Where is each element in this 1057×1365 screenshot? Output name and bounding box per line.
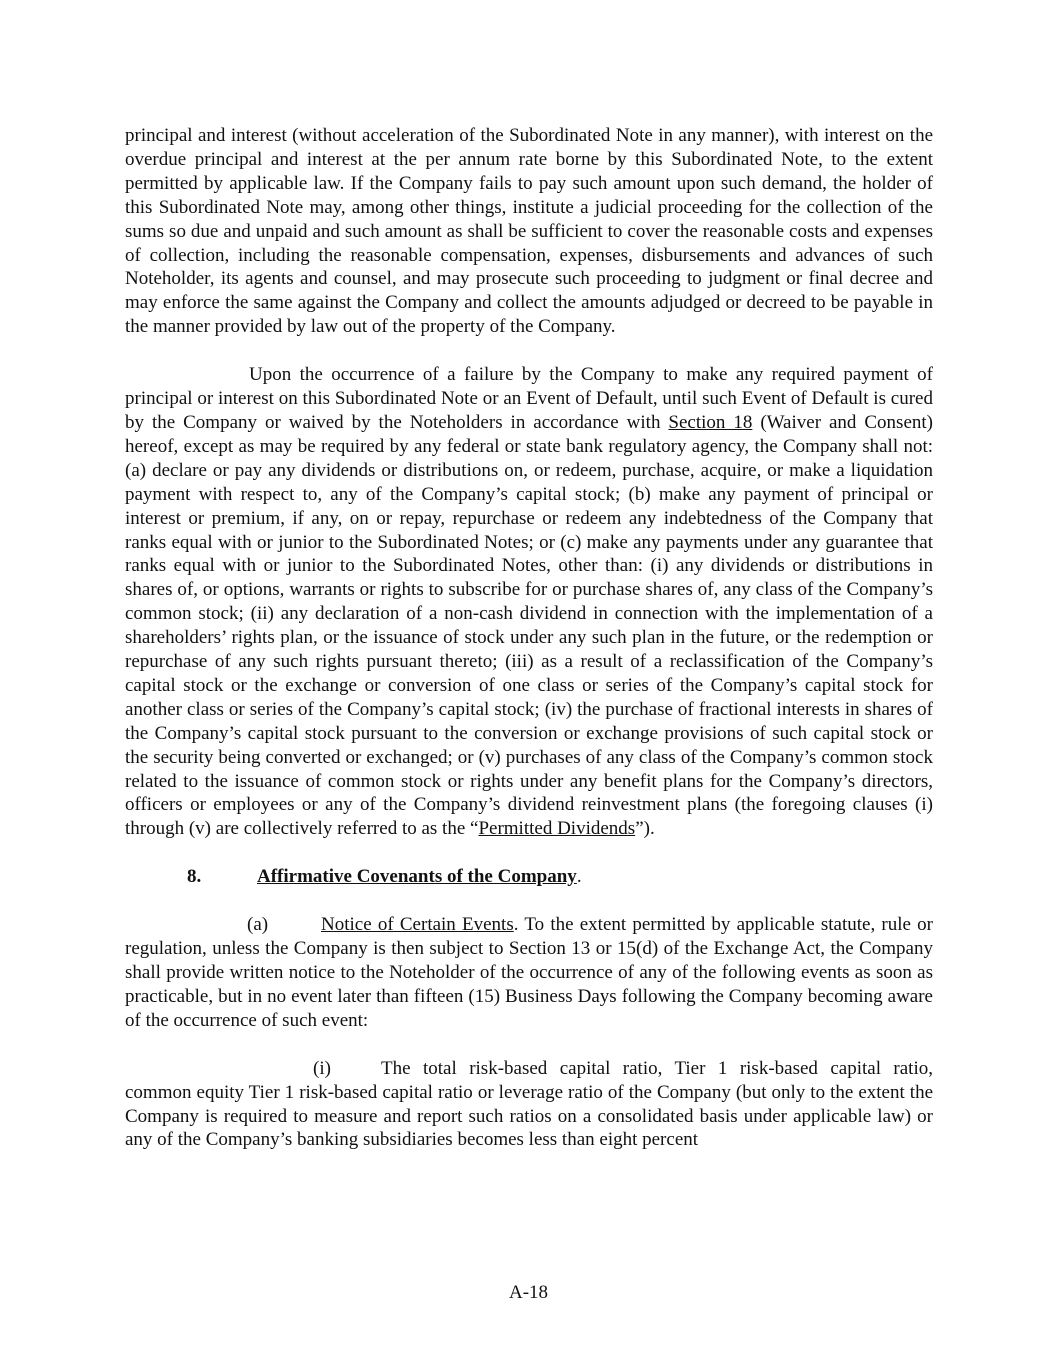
- section-number: 8.: [187, 866, 202, 888]
- subsection-title: Notice of Certain Events: [321, 914, 514, 936]
- spacer: [125, 1033, 933, 1057]
- paragraph-text: ”).: [635, 818, 655, 840]
- spacer: [125, 889, 933, 913]
- paragraph-text: Upon the occurrence of a failure by the Company to make any required payment of principal or interest on this Subordinated Note or an Event of Default, until such Event of Default is cured by the Company or waived by the Noteholders in accordance with: [125, 364, 933, 433]
- document-body: [125, 124, 933, 1152]
- subsection-text: . To the extent permitted by applicable statute, rule or regulation, unless the Company is then subject to Section 13 or 15(d) of the Exchange Act, the Company shall provide written notice to the Noteholder of the occurrence of any of the following events as soon as practicable, but in no event later than fifteen (15) Business Days following the Company becoming aware of the occurrence of such event:: [125, 914, 933, 1031]
- paragraph-text: (Waiver and Consent) hereof, except as may be required by any federal or state bank regulatory agency, the Company shall not: (a) declare or pay any dividends or distributions on, or redeem, purchase, acquire, or make a liquidation payment with respect to, any of the Company’s capital stock; (b) make any payment of principal or interest or premium, if any, on or repay, repurchase or redeem any indebtedness of the Company that ranks equal with or junior to the Subordinated Notes; or (c) make any payments under any guarantee that ranks equal with or junior to the Subordinated Notes, other than: (i) any dividends or distributions in shares of, or options, warrants or rights to subscribe for or purchase shares of, any class of the Company’s common stock; (ii) any declaration of a non-cash dividend in connection with the implementation of a shareholders’ rights plan, or the issuance of stock under any such plan in the future, or the redemption or repurchase of any such rights pursuant thereto; (iii) as a result of a reclassification of the Company’s capital stock or the exchange or conversion of one class or series of the Company’s capital stock for another class or series of the Company’s capital stock; (iv) the purchase of fractional interests in shares of the Company’s capital stock pursuant to the conversion or exchange provisions of such capital stock or the security being converted or exchanged; or (v) purchases of any class of the Company’s common stock related to the issuance of common stock or rights under any benefit plans for the Company’s directors, officers or employees or any of the Company’s dividend reinvestment plans (the foregoing clauses (i) through (v) are collectively referred to as the “: [125, 411, 933, 840]
- subsection-label: (i): [313, 1057, 331, 1079]
- subsection-label: (a): [247, 914, 269, 936]
- subsection-a: [125, 913, 933, 1033]
- paragraph-dividend-restrictions: [125, 363, 933, 841]
- spacer: [125, 339, 933, 363]
- section-title: Affirmative Covenants of the Company: [257, 866, 577, 888]
- section-18-reference: Section 18: [668, 411, 753, 433]
- section-title-period: .: [576, 866, 582, 888]
- spacer: [125, 841, 933, 865]
- subsection-i: [125, 1057, 933, 1153]
- page-number: A-18: [508, 1282, 549, 1303]
- permitted-dividends-term: Permitted Dividends: [478, 818, 636, 840]
- section-8-heading: [125, 865, 933, 889]
- subsection-text: The total risk-based capital ratio, Tier 1 risk-based capital ratio, common equity Tier 1 risk-based capital ratio or leverage ratio of the Company (but only to the extent the Company is required to measure and report such ratios on a consolidated basis under applicable law) or any of the Company’s banking subsidiaries becomes less than eight percent: [125, 1057, 933, 1151]
- paragraph-remedies: principal and interest (without acceleration of the Subordinated Note in any manner), with interest on the overdue principal and interest at the per annum rate borne by this Subordinated Note, to the extent permitted by applicable law. If the Company fails to pay such amount upon such demand, the holder of this Subordinated Note may, among other things, institute a judicial proceeding for the collection of the sums so due and unpaid and such amount as shall be sufficient to cover the reasonable costs and expenses of collection, including the reasonable compensation, expenses, disbursements and advances of such Noteholder, its agents and counsel, and may prosecute such proceeding to judgment or final decree and may enforce the same against the Company and collect the amounts adjudged or decreed to be payable in the manner provided by law out of the property of the Company.: [125, 125, 933, 338]
